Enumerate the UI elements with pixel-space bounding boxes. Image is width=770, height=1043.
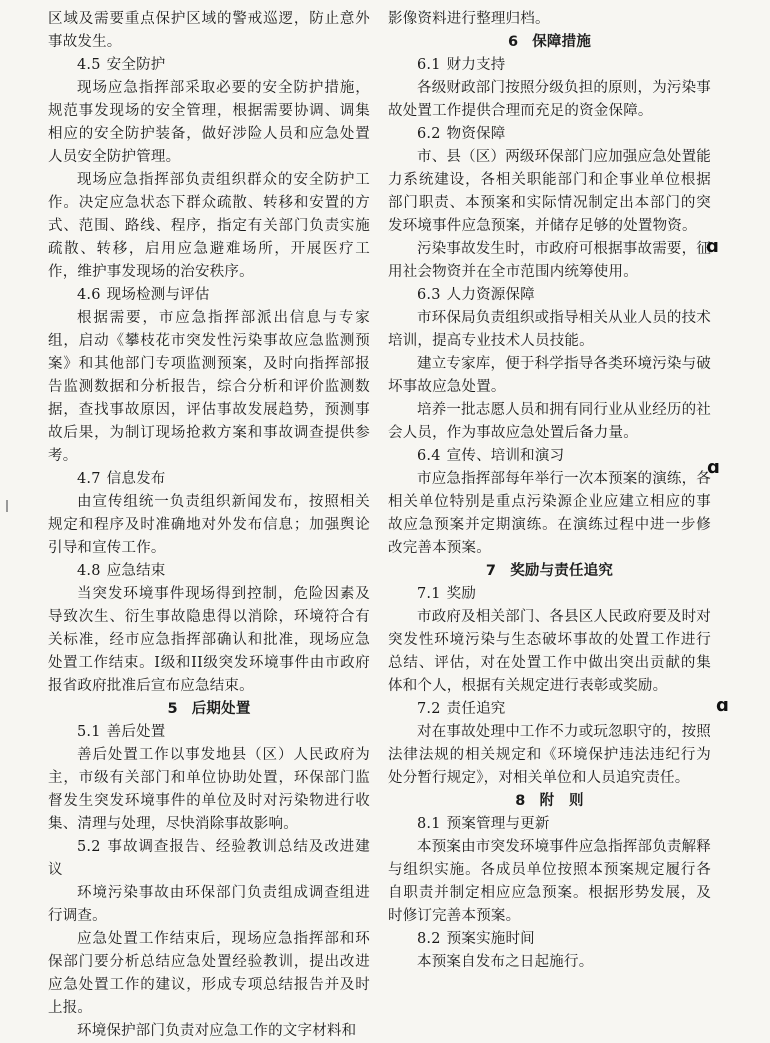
section-title: 物资保障 (446, 126, 506, 142)
chapter-heading (48, 698, 370, 721)
section-number: 4.5 (77, 57, 101, 73)
section-heading (48, 836, 370, 882)
chapter-title: 附 则 (539, 793, 584, 809)
section-heading (388, 928, 711, 951)
continued-text: 区域及需要重点保护区域的警戒巡逻，防止意外事故发生。 (48, 11, 370, 50)
section-title: 现场检测与评估 (106, 287, 210, 303)
paragraph-text: 环境保护部门负责对应急工作的文字材料和 (77, 1023, 357, 1039)
section-heading (48, 284, 370, 307)
chapter-title: 后期处置 (191, 701, 251, 717)
section-title: 安全防护 (106, 57, 166, 73)
section-heading (388, 123, 711, 146)
paragraph-text: 污染事故发生时，市政府可根据事故需要，征用社会物资并在全市范围内统筹使用。 (388, 241, 711, 280)
paragraph-text: 本预案由市突发环境事件应急指挥部负责解释与组织实施。各成员单位按照本预案规定履行各自职责并制定相应应急预案。根据形势发展，及时修订完善本预案。 (388, 839, 711, 924)
paragraph (388, 353, 711, 399)
paragraph (48, 77, 370, 169)
paragraph (48, 744, 370, 836)
paragraph-text: 环境污染事故由环保部门负责组成调查组进行调查。 (48, 885, 370, 924)
paragraph (48, 491, 370, 560)
paragraph (388, 606, 711, 698)
paragraph-text: 市、县（区）两级环保部门应加强应急处置能力系统建设，各相关职能部门和企事业单位根据部门职责、本预案和实际情况制定出本部门的突发环境事件应急预案，并储存足够的处置物资。 (388, 149, 711, 234)
paragraph (388, 836, 711, 928)
continued-text: 影像资料进行整理归档。 (388, 11, 550, 27)
chapter-heading (388, 790, 711, 813)
section-number: 6.1 (417, 57, 441, 73)
paragraph-text: 各级财政部门按照分级负担的原则，为污染事故处置工作提供合理而充足的资金保障。 (388, 80, 711, 119)
paragraph-text: 对在事故处理中工作不力或玩忽职守的，按照法律法规的相关规定和《环境保护违法违纪行为处分暂行规定》，对相关单位和人员追究责任。 (388, 724, 711, 786)
paragraph-text: 建立专家库，便于科学指导各类环境污染与破坏事故应急处置。 (388, 356, 711, 395)
section-number: 6.4 (417, 448, 441, 464)
section-title: 人力资源保障 (446, 287, 535, 303)
paragraph (388, 721, 711, 790)
section-title: 财力支持 (446, 57, 506, 73)
section-heading (388, 54, 711, 77)
section-title: 预案实施时间 (446, 931, 535, 947)
paragraph (48, 928, 370, 1020)
chapter-number: 6 (507, 34, 519, 50)
paragraph (48, 882, 370, 928)
section-number: 5.2 (77, 839, 101, 855)
section-title: 信息发布 (106, 471, 166, 487)
paragraph (388, 146, 711, 238)
chapter-title: 奖励与责任追究 (510, 563, 614, 579)
paragraph-text: 市政府及相关部门、各县区人民政府要及时对突发性环境污染与生态破坏事故的处置工作进行总结、评估，对在处置工作中做出突出贡献的集体和个人，根据有关规定进行表彰或奖励。 (388, 609, 711, 694)
margin-mark: ɑ (716, 695, 729, 716)
paragraph-text: 规范事发现场的安全管理，根据需要协调、调集相应的安全防护装备，做好涉险人员和应急处置人员安全防护管理。 (48, 103, 370, 165)
paragraph-text: 培养一批志愿人员和拥有同行业从业经历的社会人员，作为事故应急处置后备力量。 (388, 402, 711, 441)
section-number: 6.3 (417, 287, 441, 303)
section-title: 应急结束 (106, 563, 166, 579)
section-number: 7.2 (417, 701, 441, 717)
paragraph (388, 307, 711, 353)
section-number: 6.2 (417, 126, 441, 142)
section-heading (388, 583, 711, 606)
chapter-number: 5 (167, 701, 178, 717)
section-title: 预案管理与更新 (446, 816, 550, 832)
section-heading (388, 284, 711, 307)
scan-artifact (6, 500, 8, 512)
chapter-number: 7 (485, 563, 497, 579)
section-title: 宣传、培训和演习 (446, 448, 565, 464)
section-number: 5.1 (77, 724, 101, 740)
chapter-title: 保障措施 (532, 34, 592, 50)
paragraph-text: 本预案自发布之日起施行。 (417, 954, 594, 970)
section-heading (388, 813, 711, 836)
section-number: 8.1 (417, 816, 441, 832)
section-number: 4.7 (77, 471, 101, 487)
paragraph (388, 399, 711, 445)
paragraph (388, 77, 711, 123)
chapter-heading (388, 31, 711, 54)
paragraph-text: 应急处置工作结束后，现场应急指挥部和环保部门要分析总结应急处置经验教训，提出改进应急处置工作的建议，形成专项总结报告并及时上报。 (48, 931, 370, 1016)
paragraph (48, 583, 370, 698)
section-title: 奖励 (446, 586, 477, 602)
section-heading (48, 721, 370, 744)
paragraph-text: 善后处置工作以事发地县（区）人民政府为主，市级有关部门和单位协助处置，环保部门监督发生突发环境事件的单位及时对污染物进行收集、清理与处理，尽快消除事故影响。 (48, 747, 370, 832)
section-heading (48, 54, 370, 77)
paragraph (388, 951, 711, 974)
section-heading (388, 445, 711, 468)
chapter-heading (388, 560, 711, 583)
section-number: 4.8 (77, 563, 101, 579)
chapter-number: 8 (515, 793, 526, 809)
paragraph-text: 根据需要，市应急指挥部派出信息与专家组，启动《攀枝花市突发性污染事故应急监测预案》和其他部门专项监测预案，及时向指挥部报告监测数据和分析报告，综合分析和评价监测数据，查找事故原因，评估事故发展趋势，预测事故后果，为制订现场抢救方案和事故调查提供参考。 (48, 310, 370, 464)
section-title: 事故调查报告、经验教训总结及改进建议 (48, 839, 370, 878)
paragraph-text: 由宣传组统一负责组织新闻发布，按照相关规定和程序及时准确地对外发布信息；加强舆论引导和宣传工作。 (48, 494, 370, 556)
margin-mark: ɑ (707, 457, 720, 478)
paragraph (388, 238, 711, 284)
paragraph (48, 169, 370, 284)
section-title: 责任追究 (446, 701, 506, 717)
left-column (48, 8, 370, 1043)
margin-mark: ɑ (706, 236, 719, 257)
paragraph (48, 307, 370, 468)
section-number: 7.1 (417, 586, 441, 602)
paragraph (48, 1020, 370, 1043)
section-heading (48, 560, 370, 583)
section-number: 8.2 (417, 931, 441, 947)
paragraph (388, 468, 711, 560)
section-heading (388, 698, 711, 721)
right-column (388, 8, 711, 974)
paragraph-text: 市应急指挥部每年举行一次本预案的演练，各相关单位特别是重点污染源企业应建立相应的事故应急预案并定期演练。在演练过程中进一步修改完善本预案。 (388, 471, 711, 556)
section-heading (48, 468, 370, 491)
paragraph-text: 当突发环境事件现场得到控制，危险因素及导致次生、衍生事故隐患得以消除，环境符合有关标准，经市应急指挥部确认和批准，现场应急处置工作结束。I级和II级突发环境事件由市政府报省政府批准后宣布应急结束。 (48, 586, 370, 694)
section-title: 善后处置 (106, 724, 166, 740)
paragraph-text: 市环保局负责组织或指导相关从业人员的技术培训，提高专业技术人员技能。 (388, 310, 711, 349)
section-number: 4.6 (77, 287, 101, 303)
paragraph-text: 现场应急指挥部负责组织群众的安全防护工作。决定应急状态下群众疏散、转移和安置的方式、范围、路线、程序，指定有关部门负责实施疏散、转移，启用应急避难场所，开展医疗工作，维护事发现场的治安秩序。 (48, 172, 370, 280)
paragraph-lead: 现场应急指挥部采取必要的安全防护措施， (77, 80, 370, 96)
